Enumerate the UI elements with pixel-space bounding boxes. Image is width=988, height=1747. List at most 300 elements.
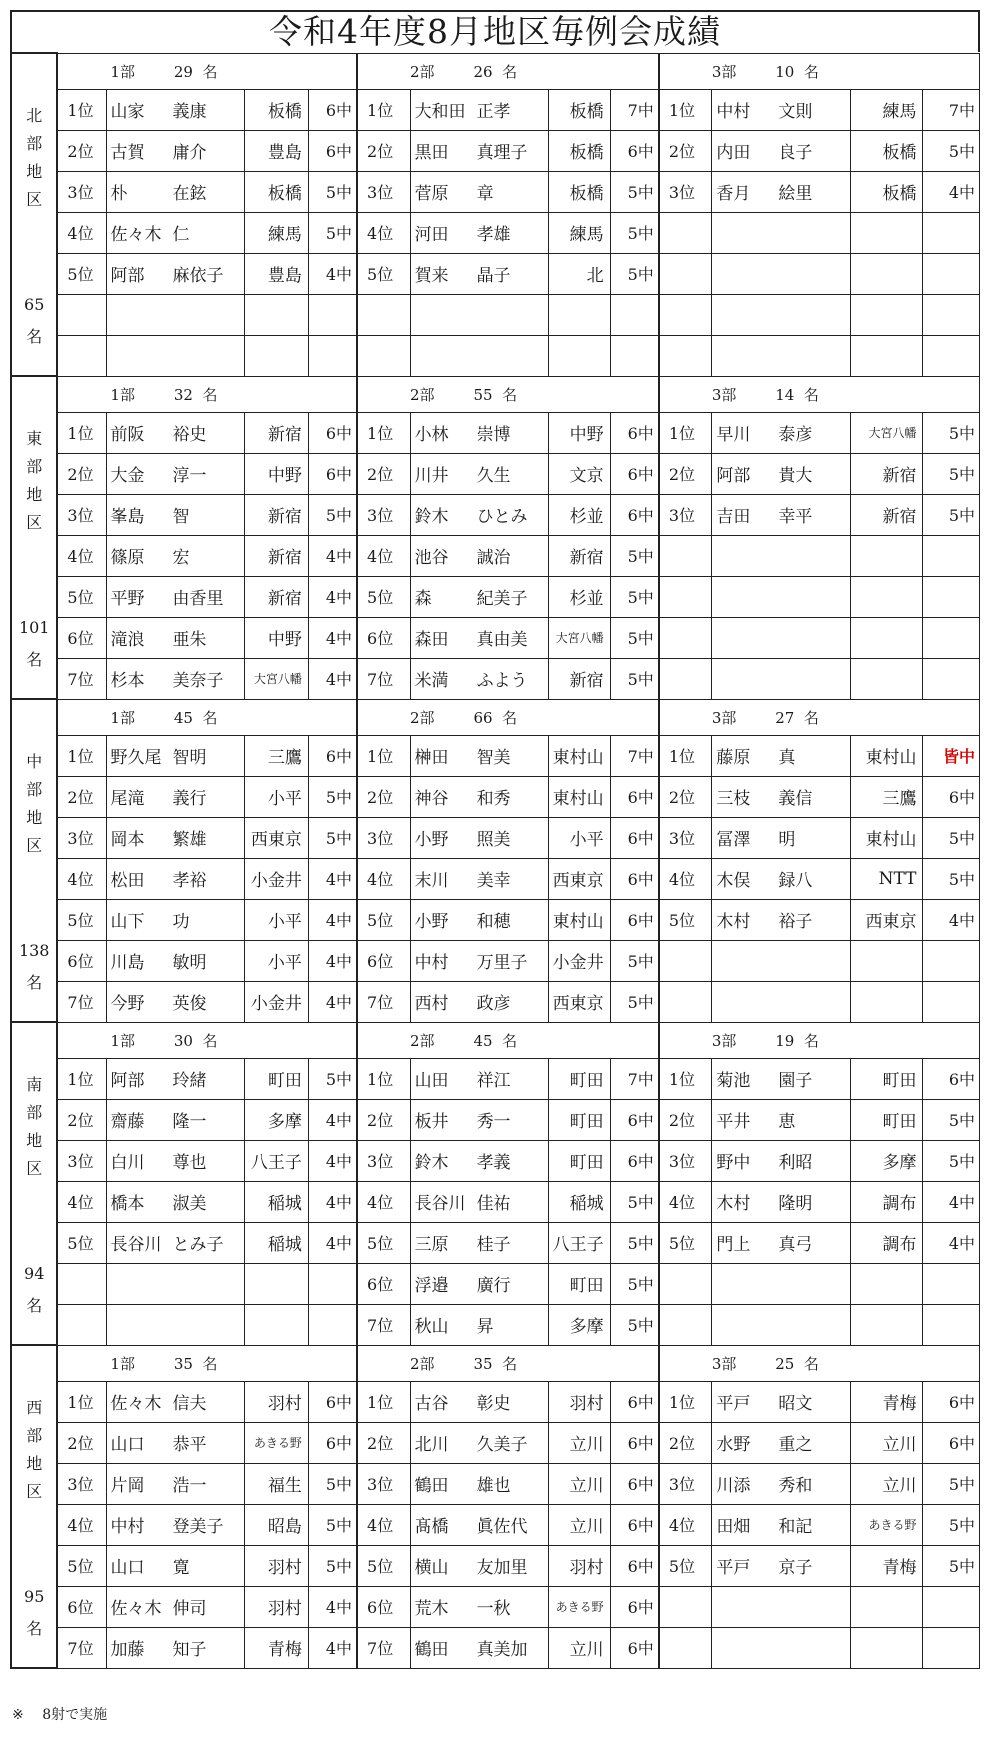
rank-cell: 4位 <box>357 535 410 576</box>
archer-surname: 阿部 <box>716 466 751 486</box>
archer-name-cell <box>712 294 850 335</box>
rank-cell: 3位 <box>357 817 410 858</box>
division-label: 3部 <box>711 385 737 404</box>
archer-surname: 神谷 <box>414 789 449 809</box>
club-cell: あきる野 <box>244 1422 308 1463</box>
division-header <box>57 376 357 412</box>
division-count: 32 <box>173 385 193 404</box>
archer-surname: 古谷 <box>414 1394 449 1414</box>
region-label-cell <box>11 1022 57 1345</box>
club-cell: 新宿 <box>548 535 610 576</box>
archer-given-name: 麻依子 <box>172 266 224 286</box>
archer-given-name: 宏 <box>172 548 190 568</box>
rank-cell: 3位 <box>357 494 410 535</box>
rank-cell: 6位 <box>357 940 410 981</box>
club-cell: 三鷹 <box>244 735 308 776</box>
archer-name-cell <box>410 776 548 817</box>
hits-cell: 6中 <box>610 1140 659 1181</box>
archer-surname: 鈴木 <box>414 1153 449 1173</box>
archer-given-name: 智明 <box>172 748 207 768</box>
rank-cell <box>659 535 712 576</box>
rank-cell: 6位 <box>357 1263 410 1304</box>
archer-name-cell <box>712 858 850 899</box>
archer-name-cell <box>410 212 548 253</box>
archer-name-cell <box>712 212 850 253</box>
rank-cell <box>659 1304 712 1345</box>
hits-cell: 6中 <box>610 1504 659 1545</box>
archer-name-cell <box>712 940 850 981</box>
archer-given-name: 崇博 <box>476 425 511 445</box>
rank-cell: 7位 <box>357 1304 410 1345</box>
club-cell: 大宮八幡 <box>548 617 610 658</box>
archer-given-name: 秀一 <box>476 1112 511 1132</box>
division-count: 35 <box>173 1354 193 1373</box>
rank-cell: 5位 <box>659 1222 712 1263</box>
archer-name-cell <box>410 858 548 899</box>
archer-surname: 藤原 <box>716 748 751 768</box>
archer-given-name: 秀和 <box>778 1476 813 1496</box>
region-label-cell <box>11 1345 57 1668</box>
archer-surname: 杉本 <box>110 671 145 691</box>
region-label-cell <box>11 699 57 1022</box>
rank-cell: 4位 <box>357 1181 410 1222</box>
archer-surname: 長谷川 <box>110 1235 162 1255</box>
club-cell: 立川 <box>548 1463 610 1504</box>
club-cell: 町田 <box>548 1263 610 1304</box>
archer-given-name: 真美加 <box>476 1640 528 1660</box>
archer-surname: 山下 <box>110 912 145 932</box>
rank-cell: 2位 <box>57 453 106 494</box>
rank-cell: 4位 <box>57 1504 106 1545</box>
archer-surname: 小野 <box>414 830 449 850</box>
club-cell: 多摩 <box>850 1140 923 1181</box>
archer-surname: 荒木 <box>414 1599 449 1619</box>
hits-cell: 4中 <box>308 1222 357 1263</box>
archer-surname: 川添 <box>716 1476 751 1496</box>
rank-cell: 2位 <box>659 1099 712 1140</box>
hits-cell: 4中 <box>308 617 357 658</box>
archer-given-name: 真弓 <box>778 1235 813 1255</box>
archer-surname: 山口 <box>110 1558 145 1578</box>
division-count-unit: 名 <box>803 385 819 404</box>
division-count: 30 <box>173 1031 193 1050</box>
region-label-cell <box>11 53 57 376</box>
division-count: 14 <box>775 385 795 404</box>
club-cell: 板橋 <box>244 89 308 130</box>
archer-surname: 北川 <box>414 1435 449 1455</box>
archer-given-name: 真 <box>778 748 796 768</box>
division-header <box>357 1022 659 1058</box>
table-row <box>11 1627 980 1668</box>
club-cell <box>850 535 923 576</box>
division-header <box>57 53 357 89</box>
region-count-unit: 名 <box>26 1619 43 1638</box>
hits-cell: 5中 <box>610 658 659 699</box>
division-count-unit: 名 <box>202 385 218 404</box>
rank-cell <box>659 294 712 335</box>
table-row <box>11 412 980 453</box>
region-name: 西部地区 <box>26 1398 43 1501</box>
region-header-row <box>11 53 980 89</box>
rank-cell: 6位 <box>357 1586 410 1627</box>
archer-given-name: 功 <box>172 912 190 932</box>
club-cell: 小金井 <box>244 981 308 1022</box>
archer-given-name: 義信 <box>778 789 813 809</box>
rank-cell: 5位 <box>57 1545 106 1586</box>
club-cell <box>850 212 923 253</box>
archer-name-cell <box>410 1304 548 1345</box>
archer-name-cell <box>712 1586 850 1627</box>
archer-surname: 山家 <box>110 102 145 122</box>
archer-given-name: 幸平 <box>778 507 813 527</box>
region-name: 北部地区 <box>26 106 43 209</box>
rank-cell: 2位 <box>659 453 712 494</box>
rank-cell <box>659 1586 712 1627</box>
division-header <box>357 699 659 735</box>
rank-cell: 2位 <box>57 1422 106 1463</box>
rank-cell: 6位 <box>57 1586 106 1627</box>
archer-name-cell <box>712 1099 850 1140</box>
division-count-unit: 名 <box>502 1354 518 1373</box>
archer-name-cell <box>106 1504 244 1545</box>
archer-name-cell <box>106 1586 244 1627</box>
archer-surname: 山田 <box>414 1071 449 1091</box>
hits-cell: 6中 <box>923 1058 980 1099</box>
rank-cell: 7位 <box>57 658 106 699</box>
table-row <box>11 658 980 699</box>
club-cell: 東村山 <box>548 735 610 776</box>
archer-surname: 賀来 <box>414 266 449 286</box>
division-count: 19 <box>775 1031 795 1050</box>
division-label: 3部 <box>711 1031 737 1050</box>
hits-cell: 5中 <box>610 1181 659 1222</box>
archer-name-cell <box>410 1504 548 1545</box>
rank-cell <box>57 335 106 376</box>
region-header-row <box>11 1345 980 1381</box>
club-cell: 八王子 <box>244 1140 308 1181</box>
hits-cell <box>923 294 980 335</box>
club-cell: 八王子 <box>548 1222 610 1263</box>
archer-name-cell <box>106 817 244 858</box>
archer-given-name: 一秋 <box>476 1599 511 1619</box>
region-header-row <box>11 699 980 735</box>
rank-cell: 1位 <box>659 412 712 453</box>
division-count: 27 <box>775 708 795 727</box>
rank-cell: 5位 <box>357 1545 410 1586</box>
club-cell: 小平 <box>244 899 308 940</box>
division-count: 25 <box>775 1354 795 1373</box>
archer-given-name: 文則 <box>778 102 813 122</box>
hits-cell: 6中 <box>610 1099 659 1140</box>
hits-cell: 5中 <box>923 1545 980 1586</box>
division-count-unit: 名 <box>202 62 218 81</box>
division-label: 1部 <box>110 62 135 81</box>
archer-surname: 内田 <box>716 143 751 163</box>
division-count: 10 <box>775 62 795 81</box>
archer-given-name: 敏明 <box>172 953 207 973</box>
rank-cell: 5位 <box>57 253 106 294</box>
table-row <box>11 1422 980 1463</box>
archer-surname: 水野 <box>716 1435 751 1455</box>
division-label: 1部 <box>110 708 135 727</box>
archer-given-name: 真理子 <box>476 143 528 163</box>
archer-given-name: 義行 <box>172 789 207 809</box>
archer-name-cell <box>712 1463 850 1504</box>
hits-cell: 4中 <box>308 1181 357 1222</box>
hits-cell: 5中 <box>923 494 980 535</box>
results-sheet <box>10 10 980 1669</box>
hits-cell: 5中 <box>923 858 980 899</box>
club-cell <box>244 294 308 335</box>
region-count: 94 <box>24 1264 45 1283</box>
division-header <box>659 1022 980 1058</box>
rank-cell: 6位 <box>57 940 106 981</box>
archer-given-name: 廣行 <box>476 1276 511 1296</box>
rank-cell: 5位 <box>659 1545 712 1586</box>
hits-cell: 6中 <box>610 494 659 535</box>
division-count-unit: 名 <box>803 1354 819 1373</box>
rank-cell: 5位 <box>57 576 106 617</box>
table-row <box>11 212 980 253</box>
club-cell: 東村山 <box>850 735 923 776</box>
division-label: 1部 <box>110 1031 135 1050</box>
archer-name-cell <box>712 171 850 212</box>
club-cell: 稲城 <box>244 1222 308 1263</box>
archer-given-name: 雄也 <box>476 1476 511 1496</box>
hits-cell <box>923 576 980 617</box>
rank-cell: 7位 <box>57 1627 106 1668</box>
hits-cell: 5中 <box>308 212 357 253</box>
archer-surname: 松田 <box>110 871 145 891</box>
club-cell: 東村山 <box>548 776 610 817</box>
rank-cell: 4位 <box>659 858 712 899</box>
archer-given-name: 佳祐 <box>476 1194 511 1214</box>
archer-surname: 尾滝 <box>110 789 145 809</box>
hits-cell: 5中 <box>610 212 659 253</box>
rank-cell: 3位 <box>57 1140 106 1181</box>
hits-cell <box>308 1304 357 1345</box>
rank-cell: 2位 <box>357 130 410 171</box>
division-label: 2部 <box>410 385 435 404</box>
archer-name-cell <box>410 1627 548 1668</box>
archer-name-cell <box>712 1304 850 1345</box>
hits-cell: 4中 <box>308 1140 357 1181</box>
archer-surname: 平井 <box>716 1112 751 1132</box>
club-cell <box>850 1263 923 1304</box>
rank-cell: 4位 <box>659 1504 712 1545</box>
club-cell: 小金井 <box>244 858 308 899</box>
archer-given-name: 和記 <box>778 1517 813 1537</box>
club-cell: 稲城 <box>244 1181 308 1222</box>
archer-name-cell <box>410 735 548 776</box>
archer-name-cell <box>410 899 548 940</box>
division-label: 3部 <box>711 62 737 81</box>
club-cell: 小平 <box>548 817 610 858</box>
results-table <box>10 52 980 1669</box>
club-cell: 大宮八幡 <box>850 412 923 453</box>
hits-cell: 4中 <box>923 171 980 212</box>
archer-given-name: 英俊 <box>172 994 207 1014</box>
division-count: 45 <box>173 708 193 727</box>
club-cell: 羽村 <box>548 1545 610 1586</box>
division-count-unit: 名 <box>202 708 218 727</box>
archer-name-cell <box>712 1263 850 1304</box>
archer-given-name: 裕子 <box>778 912 813 932</box>
rank-cell: 3位 <box>659 1140 712 1181</box>
archer-name-cell <box>712 1422 850 1463</box>
archer-surname: 大金 <box>110 466 145 486</box>
table-row <box>11 89 980 130</box>
hits-cell: 6中 <box>308 1422 357 1463</box>
archer-surname: 三原 <box>414 1235 449 1255</box>
archer-surname: 中村 <box>414 953 449 973</box>
archer-name-cell <box>106 494 244 535</box>
table-row <box>11 253 980 294</box>
table-row <box>11 1463 980 1504</box>
archer-name-cell <box>410 617 548 658</box>
club-cell <box>850 294 923 335</box>
rank-cell: 5位 <box>57 899 106 940</box>
archer-surname: 横山 <box>414 1558 449 1578</box>
rank-cell: 1位 <box>357 735 410 776</box>
table-row <box>11 494 980 535</box>
club-cell: 羽村 <box>244 1586 308 1627</box>
hits-cell <box>923 535 980 576</box>
rank-cell: 2位 <box>57 1099 106 1140</box>
archer-surname: 菅原 <box>414 184 449 204</box>
division-header <box>357 376 659 412</box>
archer-surname: 前阪 <box>110 425 145 445</box>
rank-cell: 3位 <box>357 171 410 212</box>
rank-cell <box>659 1627 712 1668</box>
rank-cell: 3位 <box>357 1463 410 1504</box>
hits-cell: 6中 <box>308 735 357 776</box>
archer-name-cell <box>712 130 850 171</box>
archer-given-name: 録八 <box>778 871 813 891</box>
hits-cell: 4中 <box>308 899 357 940</box>
archer-name-cell <box>410 1140 548 1181</box>
archer-name-cell <box>410 294 548 335</box>
hits-cell: 6中 <box>308 1381 357 1422</box>
archer-given-name: 淑美 <box>172 1194 207 1214</box>
club-cell: 中野 <box>548 412 610 453</box>
hits-cell: 5中 <box>610 253 659 294</box>
club-cell <box>850 335 923 376</box>
hits-cell: 4中 <box>308 858 357 899</box>
rank-cell <box>659 981 712 1022</box>
club-cell: 三鷹 <box>850 776 923 817</box>
archer-given-name: 久生 <box>476 466 511 486</box>
club-cell: 板橋 <box>850 130 923 171</box>
division-header <box>659 376 980 412</box>
archer-name-cell <box>410 1545 548 1586</box>
table-row <box>11 1545 980 1586</box>
region-count: 101 <box>18 618 50 637</box>
rank-cell <box>357 335 410 376</box>
archer-surname: 齋藤 <box>110 1112 145 1132</box>
archer-name-cell <box>106 940 244 981</box>
rank-cell: 7位 <box>57 981 106 1022</box>
division-header <box>57 1022 357 1058</box>
archer-name-cell <box>410 1222 548 1263</box>
archer-given-name: 義康 <box>172 102 207 122</box>
division-header <box>357 1345 659 1381</box>
archer-given-name: 隆一 <box>172 1112 207 1132</box>
table-row <box>11 335 980 376</box>
table-row <box>11 535 980 576</box>
club-cell: 杉並 <box>548 494 610 535</box>
hits-cell: 5中 <box>610 535 659 576</box>
archer-name-cell <box>712 1222 850 1263</box>
club-cell: 杉並 <box>548 576 610 617</box>
archer-given-name: ふよう <box>476 671 528 691</box>
club-cell: 板橋 <box>850 171 923 212</box>
hits-cell: 6中 <box>610 1545 659 1586</box>
club-cell: 東村山 <box>548 899 610 940</box>
rank-cell <box>659 335 712 376</box>
club-cell <box>850 1627 923 1668</box>
archer-given-name: 誠治 <box>476 548 511 568</box>
archer-name-cell <box>410 89 548 130</box>
hits-cell: 5中 <box>610 617 659 658</box>
archer-given-name: 昇 <box>476 1317 494 1337</box>
archer-given-name: 美幸 <box>476 871 511 891</box>
club-cell: 多摩 <box>244 1099 308 1140</box>
club-cell: 町田 <box>548 1140 610 1181</box>
archer-name-cell <box>410 940 548 981</box>
rank-cell <box>659 940 712 981</box>
hits-cell <box>923 1627 980 1668</box>
hits-cell <box>610 335 659 376</box>
table-row <box>11 940 980 981</box>
hits-cell: 4中 <box>308 1627 357 1668</box>
club-cell: 板橋 <box>548 171 610 212</box>
archer-surname: 大和田 <box>414 102 466 122</box>
rank-cell <box>57 294 106 335</box>
archer-surname: 岡本 <box>110 830 145 850</box>
archer-given-name: 良子 <box>778 143 813 163</box>
rank-cell: 5位 <box>357 899 410 940</box>
archer-given-name: 尊也 <box>172 1153 207 1173</box>
hits-cell: 5中 <box>610 1222 659 1263</box>
table-row <box>11 776 980 817</box>
hits-cell: 5中 <box>610 171 659 212</box>
archer-given-name: 伸司 <box>172 1599 207 1619</box>
archer-given-name: 和穂 <box>476 912 511 932</box>
region-count-unit: 名 <box>26 327 43 346</box>
archer-name-cell <box>106 1463 244 1504</box>
club-cell: 青梅 <box>850 1381 923 1422</box>
archer-given-name: 浩一 <box>172 1476 207 1496</box>
archer-surname: 菊池 <box>716 1071 751 1091</box>
archer-name-cell <box>712 1504 850 1545</box>
rank-cell: 1位 <box>659 1058 712 1099</box>
archer-surname: 野中 <box>716 1153 751 1173</box>
archer-name-cell <box>410 1099 548 1140</box>
club-cell: 小平 <box>244 776 308 817</box>
club-cell: 東村山 <box>850 817 923 858</box>
archer-surname: 橋本 <box>110 1194 145 1214</box>
archer-given-name: 繁雄 <box>172 830 207 850</box>
hits-cell: 4中 <box>308 940 357 981</box>
region-count: 65 <box>24 295 45 314</box>
archer-surname: 鶴田 <box>414 1640 449 1660</box>
archer-name-cell <box>410 981 548 1022</box>
hits-cell: 5中 <box>610 1304 659 1345</box>
archer-given-name: 恭平 <box>172 1435 207 1455</box>
archer-surname: 平野 <box>110 589 145 609</box>
archer-name-cell <box>712 1545 850 1586</box>
